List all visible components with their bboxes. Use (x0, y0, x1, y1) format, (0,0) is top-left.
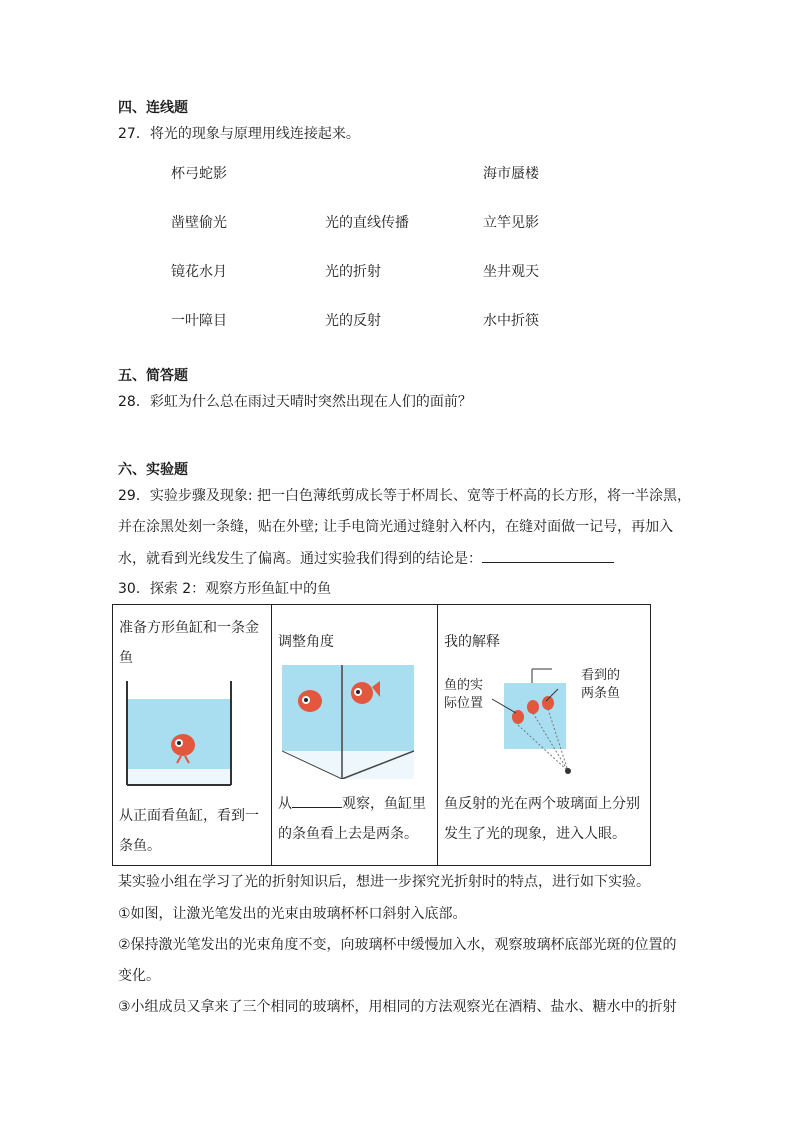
cell-desc-prefix: 从 (278, 796, 292, 812)
cell-desc: 发生了光的现象，进入人眼。 (444, 826, 626, 842)
question-29-text: 水，就看到光线发生了偏离。通过实验我们得到的结论是： (118, 551, 482, 567)
cell-desc (278, 789, 433, 819)
match-mid-item[interactable]: 光的直线传播 (325, 215, 409, 231)
cell-desc: 从正面看鱼缸，看到一 (119, 808, 259, 824)
match-right-item[interactable]: 水中折筷 (483, 313, 539, 329)
front-tank-illustration (123, 681, 235, 789)
question-29-line: 并在涂黑处刻一条缝，贴在外壁; 让手电筒光通过缝射入杯内，在缝对面做一记号，再加入 (118, 519, 674, 535)
paragraph-line: ②保持激光笔发出的光束角度不变，向玻璃杯中缓慢加入水，观察玻璃杯底部光斑的位置的 (118, 937, 677, 953)
table-cell-prepare (113, 605, 272, 866)
match-left-item[interactable]: 镜花水月 (171, 264, 227, 280)
label-actual-position: 鱼的实 际位置 (444, 678, 484, 711)
match-left-item[interactable]: 杯弓蛇影 (171, 166, 227, 182)
fish-tank-table (112, 604, 651, 866)
paragraph-line: 某实验小组在学习了光的折射知识后，想进一步探究光折射时的特点，进行如下实验。 (118, 874, 650, 890)
cell-title: 准备方形鱼缸和一条金 (119, 620, 259, 636)
question-29-line (118, 548, 614, 569)
section4-heading: 四、连线题 (118, 100, 188, 116)
table-cell-adjust (272, 605, 438, 866)
section5-heading: 五、简答题 (118, 368, 188, 384)
answer-blank-29[interactable] (482, 548, 614, 563)
match-mid-item[interactable]: 光的反射 (325, 313, 381, 329)
match-right-item[interactable]: 坐井观天 (483, 264, 539, 280)
cell-desc: 的条鱼看上去是两条。 (278, 826, 418, 842)
cell-title: 鱼 (119, 650, 133, 666)
answer-blank-30[interactable] (292, 793, 342, 808)
paragraph-line: ①如图，让激光笔发出的光束由玻璃杯杯口斜射入底部。 (118, 906, 467, 922)
section6-heading: 六、实验题 (118, 462, 188, 478)
match-right-item[interactable]: 立竿见影 (483, 215, 539, 231)
match-right-item[interactable]: 海市蜃楼 (483, 166, 539, 182)
paragraph-line: ③小组成员又拿来了三个相同的玻璃杯，用相同的方法观察光在酒精、盐水、糖水中的折射 (118, 999, 677, 1015)
question-29-line: 29．实验步骤及现象: 把一白色薄纸剪成长等于杯周长、宽等于杯高的长方形，将一半涂黑， (118, 488, 691, 504)
label-seen-fish: 看到的 两条鱼 (581, 668, 621, 701)
cell-title: 调整角度 (278, 634, 334, 650)
angled-tank-illustration (282, 665, 414, 779)
question-27: 27．将光的现象与原理用线连接起来。 (118, 126, 360, 142)
cell-desc: 鱼反射的光在两个玻璃面上分别 (444, 796, 640, 812)
cell-desc: 条鱼。 (119, 838, 161, 854)
match-left-item[interactable]: 凿壁偷光 (171, 215, 227, 231)
match-left-item[interactable]: 一叶障目 (171, 313, 227, 329)
match-mid-item[interactable]: 光的折射 (325, 264, 381, 280)
question-28: 28．彩虹为什么总在雨过天晴时突然出现在人们的面前？ (118, 394, 472, 410)
cell-desc-suffix: 观察，鱼缸里 (342, 796, 426, 812)
cell-title: 我的解释 (444, 634, 500, 650)
question-30: 30．探索 2：观察方形鱼缸中的鱼 (118, 581, 332, 597)
paragraph-line: 变化。 (118, 968, 160, 984)
table-cell-explain (438, 605, 651, 866)
